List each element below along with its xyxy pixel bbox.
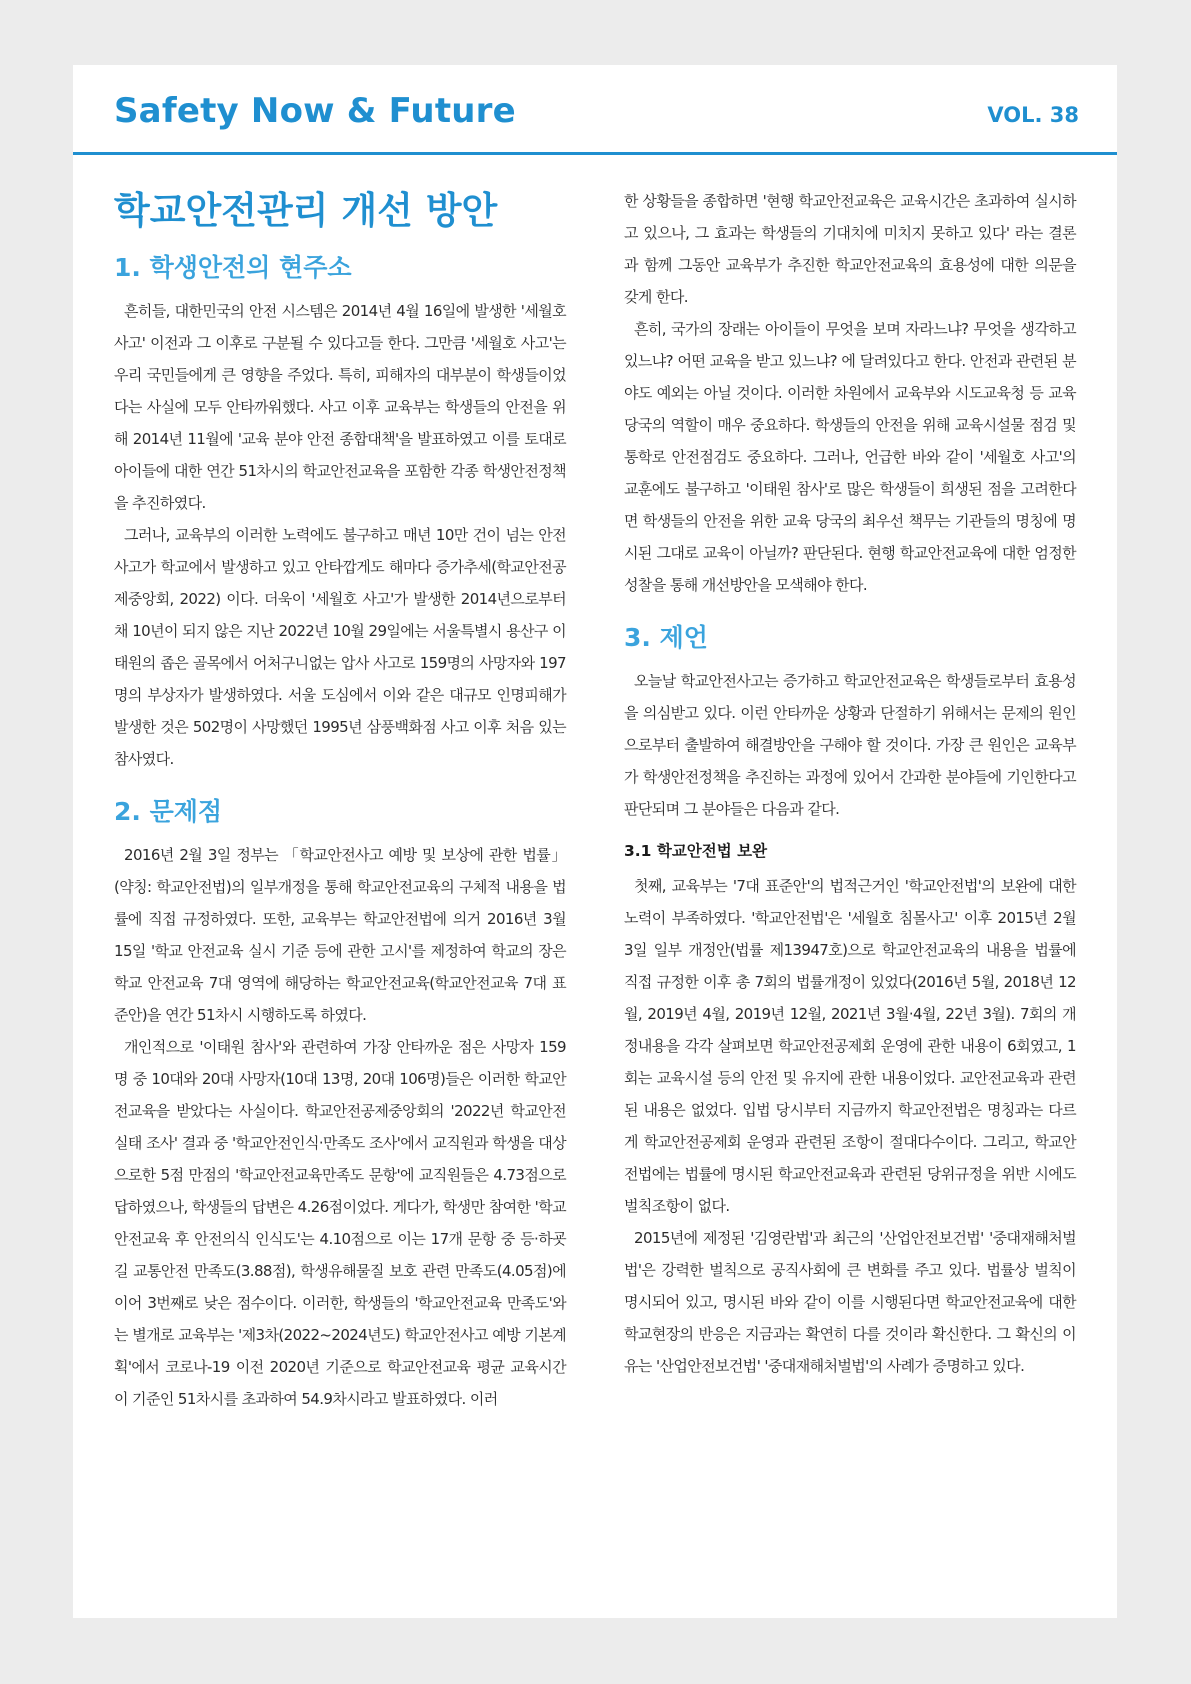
paragraph: 흔히, 국가의 장래는 아이들이 무엇을 보며 자라느냐? 무엇을 생각하고 있느냐? 어떤 교육을 받고 있느냐? 에 달려있다고 한다. 안전과 관련된 분야도 예외는 아닐 것이다. 이러한 차원에서 교육부와 시도교육청 등 교육 당국의 역할이 매우 중요하다. 학생들의 안전을 위해 교육시설물 점검 및 통학로 안전점검도 중요하다. 그러나, 언급한 바와 같이 '세월호 사고'의 교훈에도 불구하고 '이태원 참사'로 많은 학생들이 희생된 점을 고려한다면 학생들의 안전을 위한 교육 당국의 최우선 책무는 기관들의 명칭에 명시된 그대로 교육이 아닐까? 판단된다. 현행 학교안전교육에 대한 엄정한 성찰을 통해 개선방안을 모색해야 한다. [624, 320, 1076, 594]
left-column [114, 175, 566, 1415]
volume-number: VOL. 38 [987, 103, 1079, 127]
subsection-heading: 3.1 학교안전법 보완 [624, 842, 768, 860]
article-title: 학교안전관리 개선 방안 [114, 189, 498, 232]
section-heading: 3. 제언 [624, 623, 708, 652]
document-page [73, 65, 1117, 1618]
paragraph: 오늘날 학교안전사고는 증가하고 학교안전교육은 학생들로부터 효용성을 의심받고 있다. 이런 안타까운 상황과 단절하기 위해서는 문제의 원인으로부터 출발하여 해결방안을 구해야 할 것이다. 가장 큰 원인은 교육부가 학생안전정책을 추진하는 과정에 있어서 간과한 분야들에 기인한다고 판단되며 그 분야들은 다음과 같다. [624, 672, 1076, 818]
paragraph: 2015년에 제정된 '김영란법'과 최근의 '산업안전보건법' '중대재해처벌법'은 강력한 벌칙으로 공직사회에 큰 변화를 주고 있다. 법률상 벌칙이 명시되어 있고, 명시된 바와 같이 이를 시행된다면 학교안전교육에 대한 학교현장의 반응은 지금과는 확연히 다를 것이라 확신한다. 그 확신의 이유는 '산업안전보건법' '중대재해처벌법'의 사례가 증명하고 있다. [624, 1228, 1076, 1375]
paragraph: 2016년 2월 3일 정부는 「학교안전사고 예방 및 보상에 관한 법률」(약칭: 학교안전법)의 일부개정을 통해 학교안전교육의 구체적 내용을 법률에 직접 규정하였다. 또한, 교육부는 학교안전법에 의거 2016년 3월 15일 '학교 안전교육 실시 기준 등에 관한 고시'를 제정하여 학교의 장은 학교 안전교육 7대 영역에 해당하는 학교안전교육(학교안전교육 7대 표준안)을 연간 51차시 시행하도록 하였다. [114, 846, 566, 1025]
paragraph: 그러나, 교육부의 이러한 노력에도 불구하고 매년 10만 건이 넘는 안전사고가 학교에서 발생하고 있고 안타깝게도 해마다 증가추세(학교안전공제중앙회, 2022) 이다. 더욱이 '세월호 사고'가 발생한 2014년으로부터 채 10년이 되지 않은 지난 2022년 10월 29일에는 서울특별시 용산구 이태원의 좁은 골목에서 어처구니없는 압사 사고로 159명의 사망자와 197명의 부상자가 발생하였다. 서울 도심에서 이와 같은 대규모 인명피해가 발생한 것은 502명이 사망했던 1995년 삼풍백화점 사고 이후 처음 있는 참사였다. [114, 526, 566, 769]
right-column [624, 185, 1076, 1382]
magazine-title: Safety Now & Future [114, 91, 516, 131]
paragraph: 흔히들, 대한민국의 안전 시스템은 2014년 4월 16일에 발생한 '세월호 사고' 이전과 그 이후로 구분될 수 있다고들 한다. 그만큼 '세월호 사고'는 우리 국민들에게 큰 영향을 주었다. 특히, 피해자의 대부분이 학생들이었다는 사실에 모두 안타까워했다. 사고 이후 교육부는 학생들의 안전을 위해 2014년 11월에 '교육 분야 안전 종합대책'을 발표하였고 이를 토대로 아이들에 대한 연간 51차시의 학교안전교육을 포함한 각종 학생안전정책을 추진하였다. [114, 302, 566, 513]
paragraph: 개인적으로 '이태원 참사'와 관련하여 가장 안타까운 점은 사망자 159명 중 10대와 20대 사망자(10대 13명, 20대 106명)들은 이러한 학교안전교육을 받았다는 사실이다. 학교안전공제중앙회의 '2022년 학교안전실태 조사' 결과 중 '학교안전인식·만족도 조사'에서 교직원과 학생을 대상으로한 5점 만점의 '학교안전교육만족도 문항'에 교직원들은 4.73점으로 답하였으나, 학생들의 답변은 4.26점이었다. 게다가, 학생만 참여한 '학교안전교육 후 안전의식 인식도'는 4.10점으로 이는 17개 문항 중 등·하굣길 교통안전 만족도(3.88점), 학생유해물질 보호 관련 만족도(4.05점)에 이어 3번째로 낮은 점수이다. 이러한, 학생들의 '학교안전교육 만족도'와는 별개로 교육부는 '제3차(2022~2024년도) 학교안전사고 예방 기본계획'에서 코로나-19 이전 2020년 기준으로 학교안전교육 평균 교육시간이 기준인 51차시를 초과하여 54.9차시라고 발표하였다. 이러 [114, 1038, 566, 1409]
paragraph: 한 상황들을 종합하면 '현행 학교안전교육은 교육시간은 초과하여 실시하고 있으나, 그 효과는 학생들의 기대치에 미치지 못하고 있다' 라는 결론과 함께 그동안 교육부가 추진한 학교안전교육의 효용성에 대한 의문을 갖게 한다. [624, 192, 1076, 306]
paragraph: 첫째, 교육부는 '7대 표준안'의 법적근거인 '학교안전법'의 보완에 대한 노력이 부족하였다. '학교안전법'은 '세월호 침몰사고' 이후 2015년 2월 3일 일부 개정안(법률 제13947호)으로 학교안전교육의 내용을 법률에 직접 규정한 이후 총 7회의 법률개정이 있었다(2016년 5월, 2018년 12월, 2019년 4월, 2019년 12월, 2021년 3월·4월, 22년 3월). 7회의 개정내용을 각각 살펴보면 학교안전공제회 운영에 관한 내용이 6회였고, 1회는 교육시설 등의 안전 및 유지에 관한 내용이었다. 교안전교육과 관련된 내용은 없었다. 입법 당시부터 지금까지 학교안전법은 명칭과는 다르게 학교안전공제회 운영과 관련된 조항이 절대다수이다. 그리고, 학교안전법에는 법률에 명시된 학교안전교육과 관련된 당위규정을 위반 시에도 벌칙조항이 없다. [624, 876, 1076, 1215]
magazine-header [73, 65, 1117, 155]
section-heading: 2. 문제점 [114, 797, 223, 827]
section-heading: 1. 학생안전의 현주소 [114, 253, 352, 283]
